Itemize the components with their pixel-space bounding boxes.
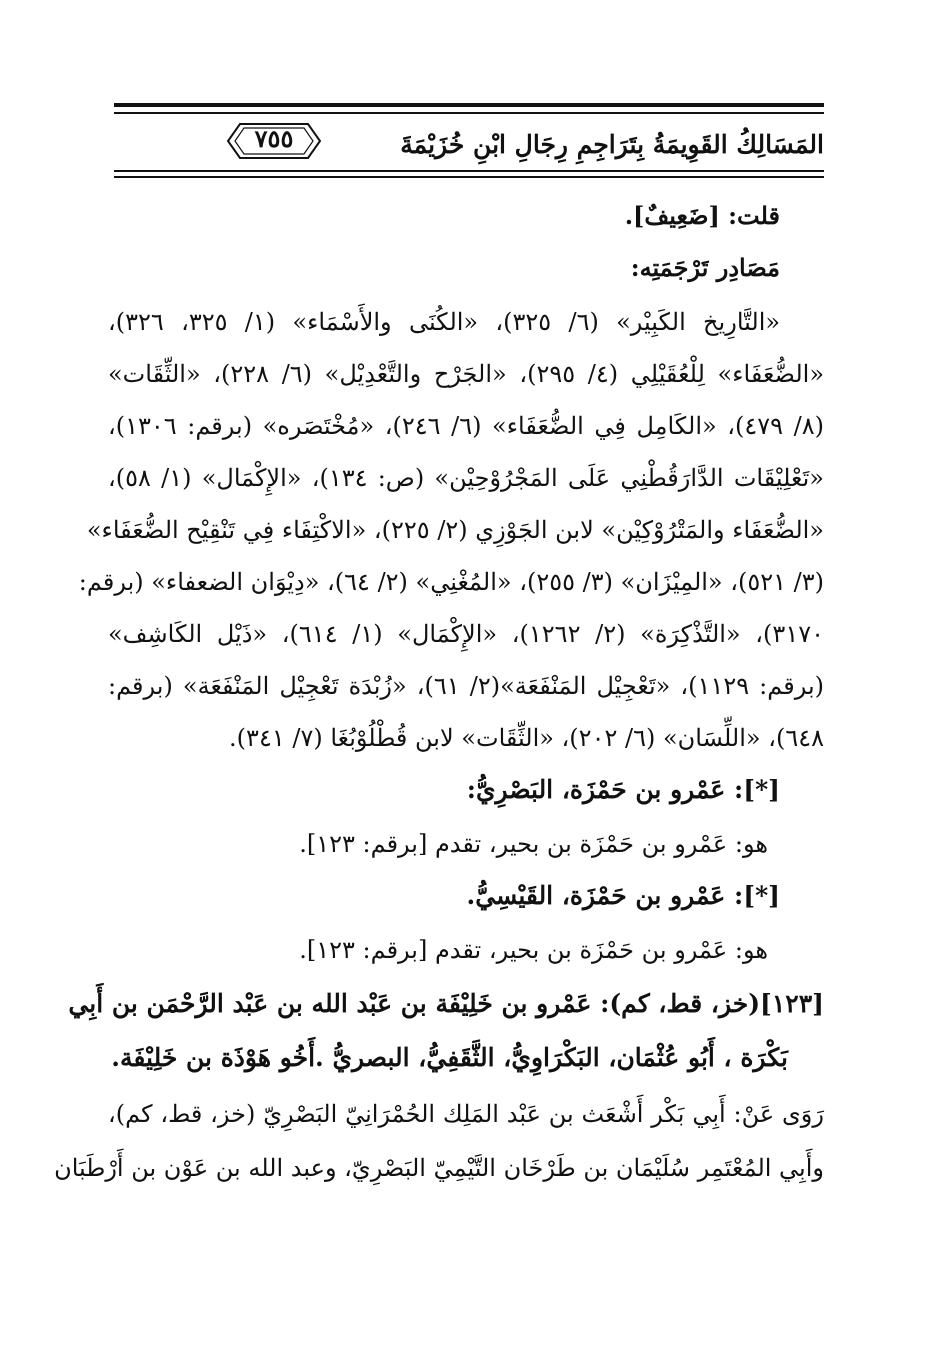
sources-line: (٣/ ٥٢١)، «المِيْزَان» (٣/ ٢٥٥)، «المُغْنِي» (٢/ ٦٤)، «دِيْوَان الضعفاء» (برقم: xyxy=(78,568,824,596)
sources-line: «الضُّعَفَاء» لِلْعُقَيْلِي (٤/ ٢٩٥)، «الجَرْح والتَّعْدِيْل» (٦/ ٢٢٨)، «الثِّقَات» xyxy=(108,360,825,388)
header-rule-top-thin xyxy=(114,112,824,114)
entry-heading: [١٢٣](خز، قط، كم): عَمْرو بن خَلِيْفَة بن عَبْد الله بن عَبْد الرَّحْمَن بن أَبِي xyxy=(68,989,824,1018)
cross-ref-heading: [*]: عَمْرو بن حَمْزَة، القَيْسِيُّ. xyxy=(466,881,780,910)
cross-ref-heading: [*]: عَمْرو بن حَمْزَة، البَصْرِيُّ: xyxy=(466,775,780,804)
page-number: ٧٥٥ xyxy=(254,124,294,153)
sources-line: «التَّارِيخ الكَبِيْر» (٦/ ٣٢٥)، «الكُنَى والأَسْمَاء» (١/ ٣٢٥، ٣٢٦)، xyxy=(108,308,781,336)
running-head: المَسَالِكُ القَوِيمَةُ بِتَرَاجِمِ رِجَالِ ابْنِ خُزَيْمَةَ xyxy=(400,130,824,159)
sources-line: «الضُّعَفَاء والمَتْرُوْكِيْن» لابن الجَوْزِي (٢/ ٢٢٥)، «الاكْتِفَاء فِي تَنْقِيْح الضُّعَفَاء» xyxy=(86,516,824,544)
entry-heading-cont: بَكْرَة ، أَبُو عُثْمَان، البَكْرَاوِيُّ، الثَّقَفِيُّ، البصريُّ .أَخُو هَوْذَة بن خَلِيْفَة. xyxy=(111,1043,788,1072)
cross-ref-text: هو: عَمْرو بن حَمْزَة بن بحير، تقدم [برقم: ١٢٣]. xyxy=(299,936,768,964)
header-rule-bottom-thin-2 xyxy=(114,176,824,178)
header-rule-top-thick xyxy=(114,103,824,107)
narrated-from-line: وأَبِي المُعْتَمِر سُلَيْمَان بن طَرْخَان التَّيْمِيّ البَصْرِيّ، وعبد الله بن عَوْن بن أَرْطَبَان xyxy=(54,1154,824,1182)
narrated-from-line: رَوَى عَنْ: أَبِي بَكْر أَشْعَث بن عَبْد المَلِك الحُمْرَانِيّ البَصْرِيّ (خز، قط، كم)، xyxy=(108,1100,824,1128)
cross-ref-text: هو: عَمْرو بن حَمْزَة بن بحير، تقدم [برقم: ١٢٣]. xyxy=(299,830,768,858)
sources-line-last: ٦٤٨)، «اللِّسَان» (٦/ ٢٠٢)، «الثِّقَات» لابن قُطْلُوْبُغَا (٧/ ٣٤١). xyxy=(229,724,824,752)
header-rule-bottom-thin xyxy=(114,170,824,172)
sources-line: (برقم: ١١٢٩)، «تَعْجِيْل المَنْفَعَة»(٢/ ٦١)، «زُبْدَة تَعْجِيْل المَنْفَعَة» (برقم: xyxy=(108,672,824,700)
sources-line: (٨/ ٤٧٩)، «الكَامِل فِي الضُّعَفَاء» (٦/ ٢٤٦)، «مُخْتَصَره» (برقم: ١٣٠٦)، xyxy=(108,412,824,440)
verdict-line: قلت: [ضَعِيفٌ]. xyxy=(624,201,780,230)
sources-heading: مَصَادِر تَرْجَمَتِه: xyxy=(630,253,780,282)
sources-line: ٣١٧٠)، «التَّذْكِرَة» (٢/ ١٢٦٢)، «الإِكْمَال» (١/ ٦١٤)، «ذَيْل الكَاشِف» xyxy=(108,620,824,648)
page-number-badge xyxy=(226,122,322,160)
sources-line: «تَعْلِيْقَات الدَّارَقُطْنِي عَلَى المَجْرُوْحِيْن» (ص: ١٣٤)، «الإِكْمَال» (١/ ٥٨)، xyxy=(108,464,824,492)
